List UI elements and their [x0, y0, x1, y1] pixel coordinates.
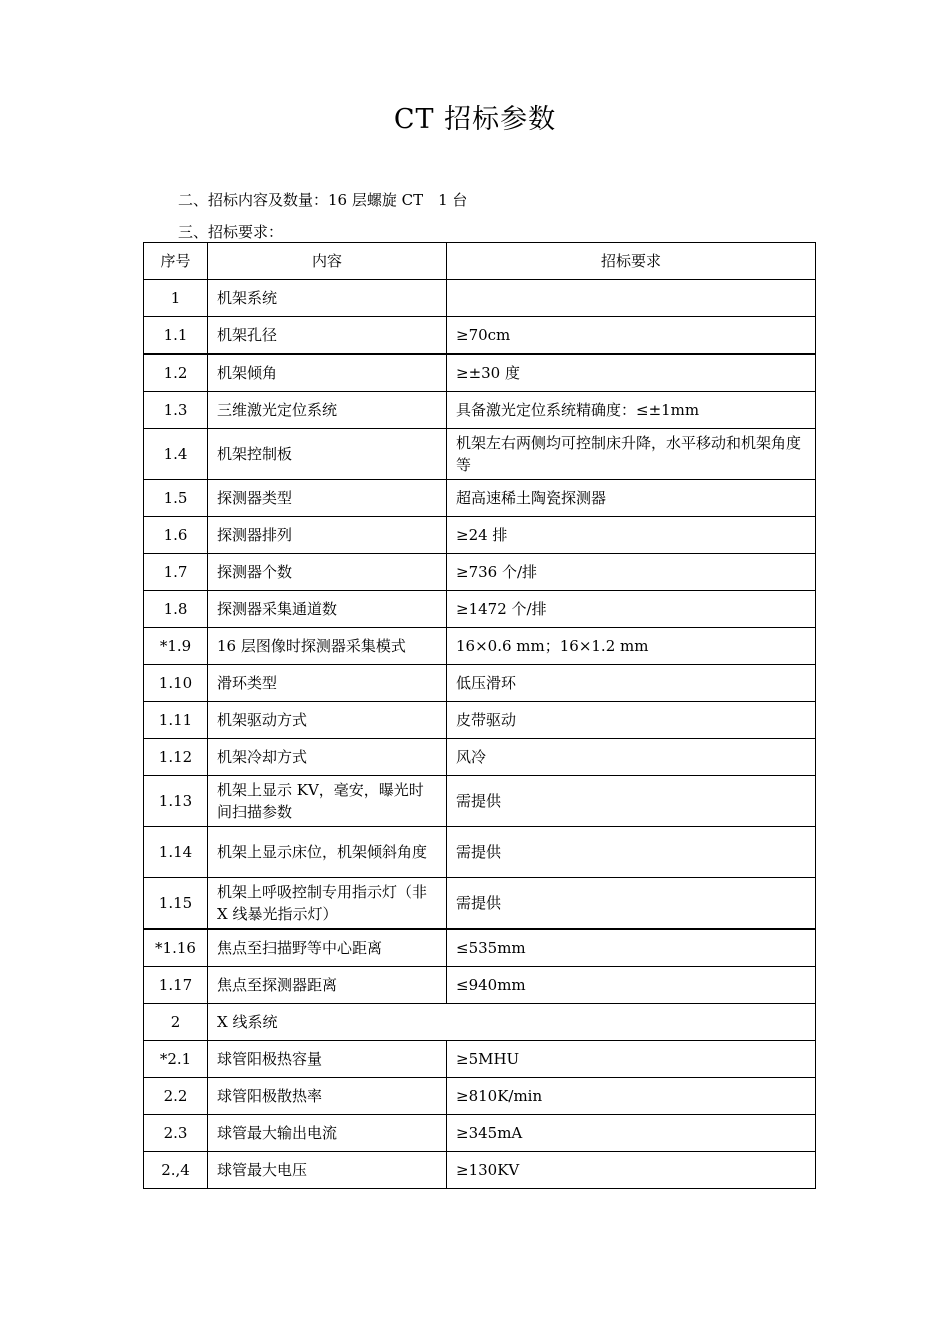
row-item: 探测器排列 — [208, 517, 447, 554]
row-number: 1 — [144, 280, 208, 317]
row-requirement: ≥24 排 — [447, 517, 816, 554]
row-number: 1.11 — [144, 702, 208, 739]
row-number: 1.2 — [144, 354, 208, 392]
row-number: 2.2 — [144, 1078, 208, 1115]
row-item: 机架孔径 — [208, 317, 447, 355]
row-number: 2 — [144, 1004, 208, 1041]
table-row — [144, 628, 816, 665]
table-row — [144, 1004, 816, 1041]
row-requirement: ≥736 个/排 — [447, 554, 816, 591]
row-requirement: ≥810K/min — [447, 1078, 816, 1115]
row-item: 焦点至扫描野等中心距离 — [208, 929, 447, 967]
row-requirement: ≥130KV — [447, 1152, 816, 1189]
row-requirement: ≥±30 度 — [447, 354, 816, 392]
row-number: 1.12 — [144, 739, 208, 776]
table-row — [144, 392, 816, 429]
row-number: 1.6 — [144, 517, 208, 554]
row-requirement: 需提供 — [447, 776, 816, 827]
row-number: 1.4 — [144, 429, 208, 480]
table-row — [144, 1078, 816, 1115]
row-item: 机架上显示 KV，毫安，曝光时间扫描参数 — [208, 776, 447, 827]
page-title: CT 招标参数 — [393, 104, 557, 135]
spec-table — [143, 242, 816, 1189]
row-number: 1.10 — [144, 665, 208, 702]
row-requirement: ≥1472 个/排 — [447, 591, 816, 628]
table-row — [144, 878, 816, 930]
row-item: 探测器类型 — [208, 480, 447, 517]
row-number: 1.15 — [144, 878, 208, 930]
row-item: 机架控制板 — [208, 429, 447, 480]
row-requirement: ≥345mA — [447, 1115, 816, 1152]
table-row — [144, 967, 816, 1004]
tender-content-line: 二、招标内容及数量：16 层螺旋 CT 1 台 — [178, 191, 468, 209]
row-requirement: 风冷 — [447, 739, 816, 776]
table-row — [144, 929, 816, 967]
table-row — [144, 591, 816, 628]
table-row — [144, 1152, 816, 1189]
header-item: 内容 — [208, 243, 447, 280]
row-item: 机架倾角 — [208, 354, 447, 392]
row-requirement: 需提供 — [447, 878, 816, 930]
row-number: 1.3 — [144, 392, 208, 429]
row-item: 三维激光定位系统 — [208, 392, 447, 429]
row-item: 滑环类型 — [208, 665, 447, 702]
row-requirement — [447, 280, 816, 317]
row-number: *1.16 — [144, 929, 208, 967]
table-row — [144, 827, 816, 878]
row-number: 1.14 — [144, 827, 208, 878]
row-number: 2.,4 — [144, 1152, 208, 1189]
row-requirement: ≥70cm — [447, 317, 816, 355]
row-item: 机架驱动方式 — [208, 702, 447, 739]
row-number: 2.3 — [144, 1115, 208, 1152]
row-requirement: 超高速稀土陶瓷探测器 — [447, 480, 816, 517]
table-row — [144, 1115, 816, 1152]
header-no: 序号 — [144, 243, 208, 280]
row-number: 1.5 — [144, 480, 208, 517]
row-item: 焦点至探测器距离 — [208, 967, 447, 1004]
row-number: 1.1 — [144, 317, 208, 355]
row-item: 机架冷却方式 — [208, 739, 447, 776]
table-row — [144, 480, 816, 517]
row-item: 探测器个数 — [208, 554, 447, 591]
table-row — [144, 517, 816, 554]
row-requirement: ≤940mm — [447, 967, 816, 1004]
row-number: 1.13 — [144, 776, 208, 827]
table-row — [144, 354, 816, 392]
row-item: 机架上显示床位，机架倾斜角度 — [208, 827, 447, 878]
table-row — [144, 739, 816, 776]
row-item: 球管阳极散热率 — [208, 1078, 447, 1115]
row-requirement: 16×0.6 mm；16×1.2 mm — [447, 628, 816, 665]
row-requirement: 皮带驱动 — [447, 702, 816, 739]
row-number: 1.17 — [144, 967, 208, 1004]
row-requirement: 低压滑环 — [447, 665, 816, 702]
row-requirement: ≤535mm — [447, 929, 816, 967]
row-item: 球管最大输出电流 — [208, 1115, 447, 1152]
row-requirement: 机架左右两侧均可控制床升降，水平移动和机架角度等 — [447, 429, 816, 480]
row-item: 机架系统 — [208, 280, 447, 317]
table-row — [144, 702, 816, 739]
row-number: 1.7 — [144, 554, 208, 591]
table-header-row — [144, 243, 816, 280]
row-item: 16 层图像时探测器采集模式 — [208, 628, 447, 665]
row-number: 1.8 — [144, 591, 208, 628]
row-requirement: 具备激光定位系统精确度：≤±1mm — [447, 392, 816, 429]
header-requirement: 招标要求 — [447, 243, 816, 280]
table-row — [144, 665, 816, 702]
row-item: X 线系统 — [208, 1004, 816, 1041]
table-row — [144, 429, 816, 480]
row-item: 球管阳极热容量 — [208, 1041, 447, 1078]
table-row — [144, 1041, 816, 1078]
row-item: 探测器采集通道数 — [208, 591, 447, 628]
table-row — [144, 280, 816, 317]
row-number: *1.9 — [144, 628, 208, 665]
row-item: 机架上呼吸控制专用指示灯（非 X 线暴光指示灯） — [208, 878, 447, 930]
row-item: 球管最大电压 — [208, 1152, 447, 1189]
table-row — [144, 554, 816, 591]
row-number: *2.1 — [144, 1041, 208, 1078]
table-row — [144, 317, 816, 355]
table-row — [144, 776, 816, 827]
row-requirement: 需提供 — [447, 827, 816, 878]
row-requirement: ≥5MHU — [447, 1041, 816, 1078]
tender-requirements-line: 三、招标要求： — [178, 223, 284, 241]
